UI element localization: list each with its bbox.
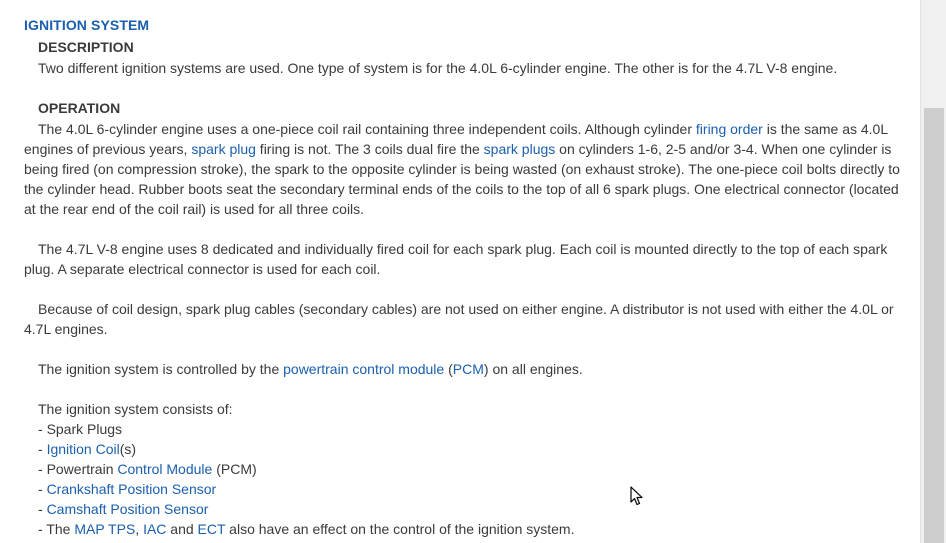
spark-plug-link[interactable]: spark plug — [191, 141, 256, 157]
operation-heading: OPERATION — [38, 100, 121, 116]
list-item — [38, 459, 257, 479]
p4-text-2: ( — [444, 361, 453, 377]
p4-text-1: The ignition system is controlled by the — [38, 361, 284, 377]
list-item-spark-plugs: Spark Plugs — [46, 421, 123, 437]
camshaft-position-sensor-link[interactable]: Camshaft Position Sensor — [46, 501, 209, 517]
list-item-separator: and — [166, 521, 198, 537]
list-item — [38, 519, 574, 539]
list-dash: - — [38, 461, 47, 477]
ignition-coil-link[interactable]: Ignition Coil — [46, 441, 120, 457]
description-heading: DESCRIPTION — [38, 39, 134, 55]
operation-paragraph-1 — [24, 119, 910, 219]
p1-text-4: on cylinders 1-6, 2-5 and/or 3-4. When one cylinder is being fired (on compression stroke), the spark to the opposite cylinder is being wasted (on exhaust stroke). The one-piece coil bolts directly to the cylinder head. Rubber boots seat the secondary terminal ends of the coils to the top of all 6 spark plugs. One electrical connector (located at the rear end of the coil rail) is used for all three coils. — [24, 141, 900, 217]
description-text: Two different ignition systems are used. One type of system is for the 4.0L 6-cylinder engine. The other is for the 4.7L V-8 engine. — [38, 60, 838, 76]
operation-paragraph-3: Because of coil design, spark plug cables (secondary cables) are not used on either engine. A distributor is not used with either the 4.0L or 4.7L engines. — [24, 301, 894, 337]
powertrain-control-module-link[interactable]: powertrain control module — [283, 361, 445, 377]
mouse-pointer-icon — [630, 486, 644, 506]
list-dash: - — [38, 441, 47, 457]
firing-order-link[interactable]: firing order — [695, 121, 763, 137]
list-item-suffix: also have an effect on the control of the ignition system. — [225, 521, 575, 537]
iac-link[interactable]: IAC — [143, 521, 167, 537]
list-item — [38, 439, 136, 459]
ect-link[interactable]: ECT — [197, 521, 226, 537]
p1-text-2: is the same as 4.0L engines of previous years, — [24, 121, 888, 157]
spark-plugs-link[interactable]: spark plugs — [483, 141, 556, 157]
control-module-link[interactable]: Control Module — [117, 461, 213, 477]
list-dash: - — [38, 521, 47, 537]
pcm-link[interactable]: PCM — [452, 361, 484, 377]
operation-paragraph-4 — [38, 359, 583, 379]
list-item-separator: , — [135, 521, 144, 537]
list-item-prefix: Powertrain — [46, 461, 118, 477]
list-dash: - — [38, 501, 47, 517]
list-item — [38, 479, 216, 499]
p1-text-1: The 4.0L 6-cylinder engine uses a one-piece coil rail containing three independent coils. Although cylinder — [38, 121, 696, 137]
list-item — [38, 499, 208, 519]
p1-text-3: firing is not. The 3 coils dual fire the — [255, 141, 484, 157]
p4-text-3: ) on all engines. — [483, 361, 583, 377]
list-dash: - — [38, 421, 47, 437]
operation-paragraph-2: The 4.7L V-8 engine uses 8 dedicated and individually fired coil for each spark plug. Each coil is mounted directly to the top of each spark plug. A separate electrical connector is used for each coil. — [24, 241, 888, 277]
list-dash: - — [38, 481, 47, 497]
list-item-suffix: (PCM) — [212, 461, 257, 477]
consists-intro: The ignition system consists of: — [38, 401, 233, 417]
list-item — [38, 419, 122, 439]
scrollbar-thumb[interactable] — [924, 108, 944, 543]
crankshaft-position-sensor-link[interactable]: Crankshaft Position Sensor — [46, 481, 217, 497]
list-item-suffix: (s) — [119, 441, 137, 457]
page-title: IGNITION SYSTEM — [24, 17, 150, 33]
map-tps-link[interactable]: MAP TPS — [74, 521, 136, 537]
list-item-prefix: The — [46, 521, 75, 537]
